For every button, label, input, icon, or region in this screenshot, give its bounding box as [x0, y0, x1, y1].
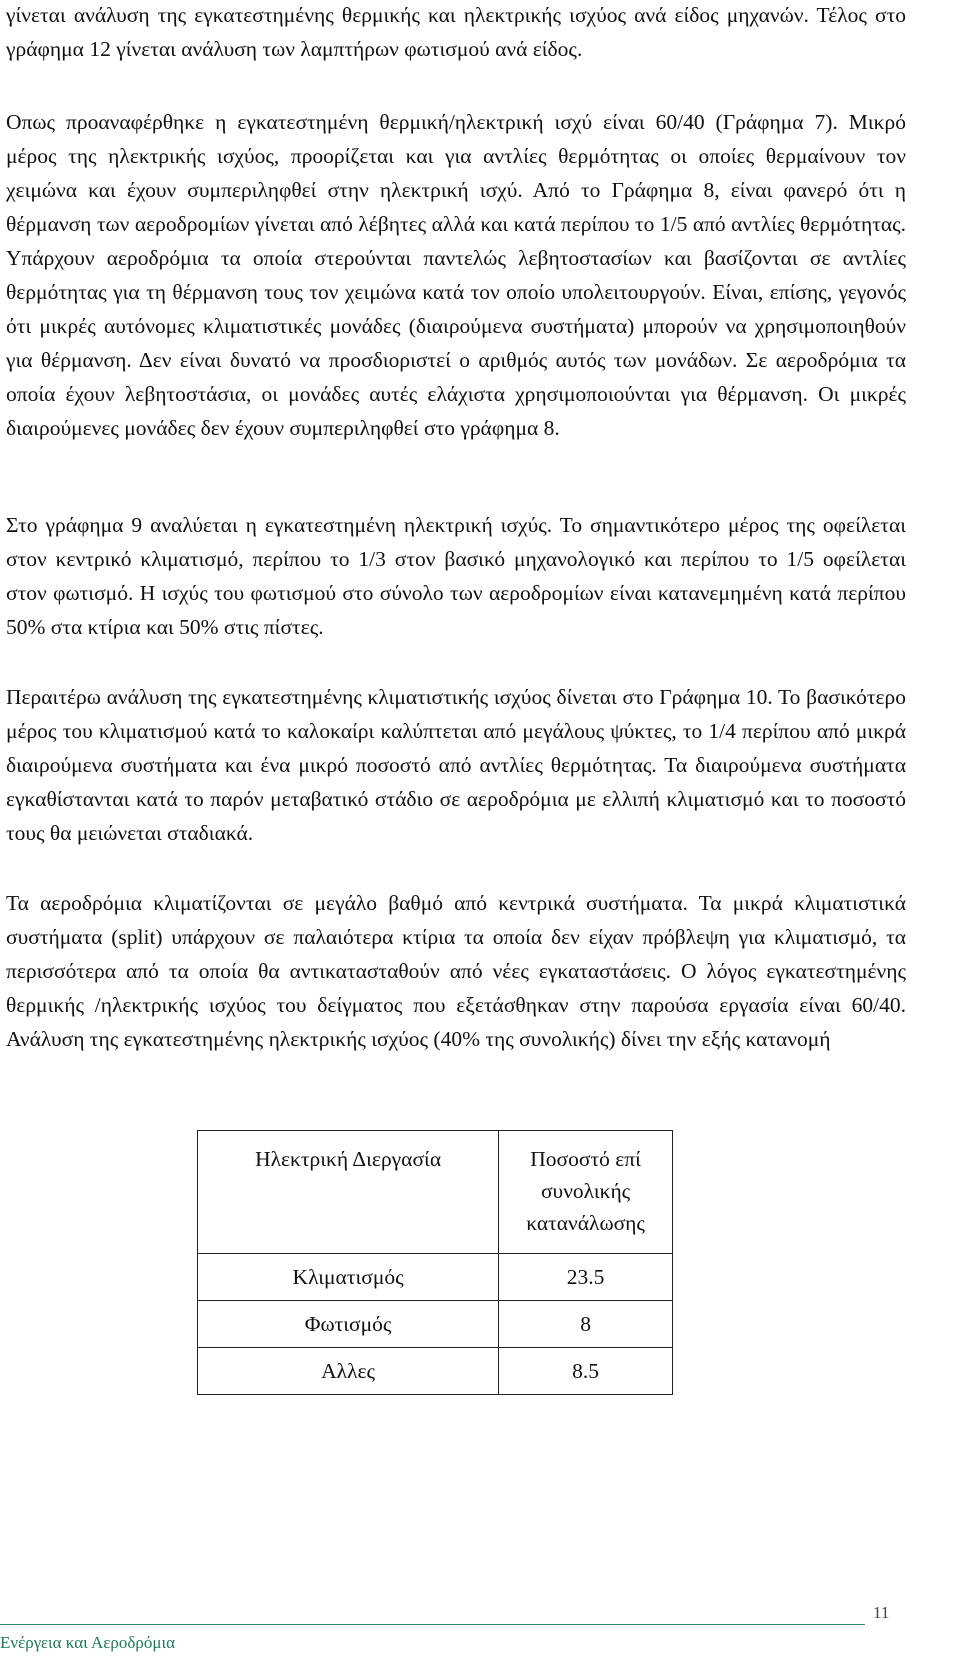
cell-percent: 8: [499, 1301, 673, 1348]
paragraph-3: Στο γράφημα 9 αναλύεται η εγκατεστημένη ηλεκτρική ισχύς. Το σημαντικότερο μέρος της οφείλεται στον κεντρικό κλιματισμό, περίπου το 1/3 στον βασικό μηχανολογικό και περίπου το 1/5 οφείλεται στον φωτισμό. Η ισχύς του φωτισμού στο σύνολο των αεροδρομίων είναι κατανεμημένη κατά περίπου 50% στα κτίρια και 50% στις πίστες.: [6, 513, 906, 639]
header-percent: Ποσοστό επί συνολικής κατανάλωσης: [499, 1131, 673, 1254]
footer-title: Ενέργεια και Αεροδρόμια: [0, 1633, 175, 1652]
paragraph-2: Οπως προαναφέρθηκε η εγκατεστημένη θερμική/ηλεκτρική ισχύ είναι 60/40 (Γράφημα 7). Μικρό μέρος της ηλεκτρικής ισχύος, προορίζεται και για αντλίες θερμότητας οι οποίες θερμαίνουν τον χειμώνα και έχουν συμπεριληφθεί στην ηλεκτρική ισχύ. Από το Γράφημα 8, είναι φανερό ότι η θέρμανση των αεροδρομίων γίνεται από λέβητες αλλά και κατά περίπου το 1/5 από αντλίες θερμότητας. Υπάρχουν αεροδρόμια τα οποία στερούνται παντελώς λεβητοστασίων και βασίζονται σε αντλίες θερμότητας για τη θέρμανση τους τον χειμώνα κατά τον οποίο υπολειτουργούν. Είναι, επίσης, γεγονός ότι μικρές αυτόνομες κλιματιστικές μονάδες (διαιρούμενα συστήματα) μπορούν να χρησιμοποιηθούν για θέρμανση. Δεν είναι δυνατό να προσδιοριστεί ο αριθμός αυτός των μονάδων. Σε αεροδρόμια τα οποία έχουν λεβητοστάσια, οι μονάδες αυτές ελάχιστα χρησιμοποιούνται για θέρμανση. Οι μικρές διαιρούμενες μονάδες δεν έχουν συμπεριληφθεί στο γράφημα 8.: [6, 110, 906, 440]
electrical-process-table: [197, 1130, 673, 1395]
cell-percent: 8.5: [499, 1348, 673, 1395]
page-number: 11: [873, 1603, 890, 1622]
cell-process: Αλλες: [198, 1348, 499, 1395]
table-row: [198, 1301, 673, 1348]
table-header-row: [198, 1131, 673, 1254]
cell-process: Κλιματισμός: [198, 1254, 499, 1301]
cell-percent: 23.5: [499, 1254, 673, 1301]
data-table: [197, 1130, 673, 1395]
paragraph-4: Περαιτέρω ανάλυση της εγκατεστημένης κλιματιστικής ισχύος δίνεται στο Γράφημα 10. Το βασικότερο μέρος του κλιματισμού κατά το καλοκαίρι καλύπτεται από μεγάλους ψύκτες, το 1/4 περίπου από μικρά διαιρούμενα συστήματα και ένα μικρό ποσοστό από αντλίες θερμότητας. Τα διαιρούμενα συστήματα εγκαθίστανται κατά το παρόν μεταβατικό στάδιο σε αεροδρόμια με ελλιπή κλιματισμό και το ποσοστό τους θα μειώνεται σταδιακά.: [6, 685, 906, 845]
table-row: [198, 1254, 673, 1301]
paragraph-1: γίνεται ανάλυση της εγκατεστημένης θερμικής και ηλεκτρικής ισχύος ανά είδος μηχανών. Τέλος στο γράφημα 12 γίνεται ανάλυση των λαμπτήρων φωτισμού ανά είδος.: [6, 3, 906, 61]
footer-divider: [0, 1624, 865, 1625]
header-process: Ηλεκτρική Διεργασία: [198, 1131, 499, 1254]
paragraph-5: Τα αεροδρόμια κλιματίζονται σε μεγάλο βαθμό από κεντρικά συστήματα. Τα μικρά κλιματιστικά συστήματα (split) υπάρχουν σε παλαιότερα κτίρια τα οποία δεν είχαν πρόβλεψη για κλιματισμό, τα περισσότερα από τα οποία θα αντικατασταθούν από νέες εγκαταστάσεις. Ο λόγος εγκατεστημένης θερμικής /ηλεκτρικής ισχύος του δείγματος που εξετάσθηκαν στην παρούσα εργασία είναι 60/40. Ανάλυση της εγκατεστημένης ηλεκτρικής ισχύος (40% της συνολικής) δίνει την εξής κατανομή: [6, 891, 906, 1051]
cell-process: Φωτισμός: [198, 1301, 499, 1348]
table-row: [198, 1348, 673, 1395]
